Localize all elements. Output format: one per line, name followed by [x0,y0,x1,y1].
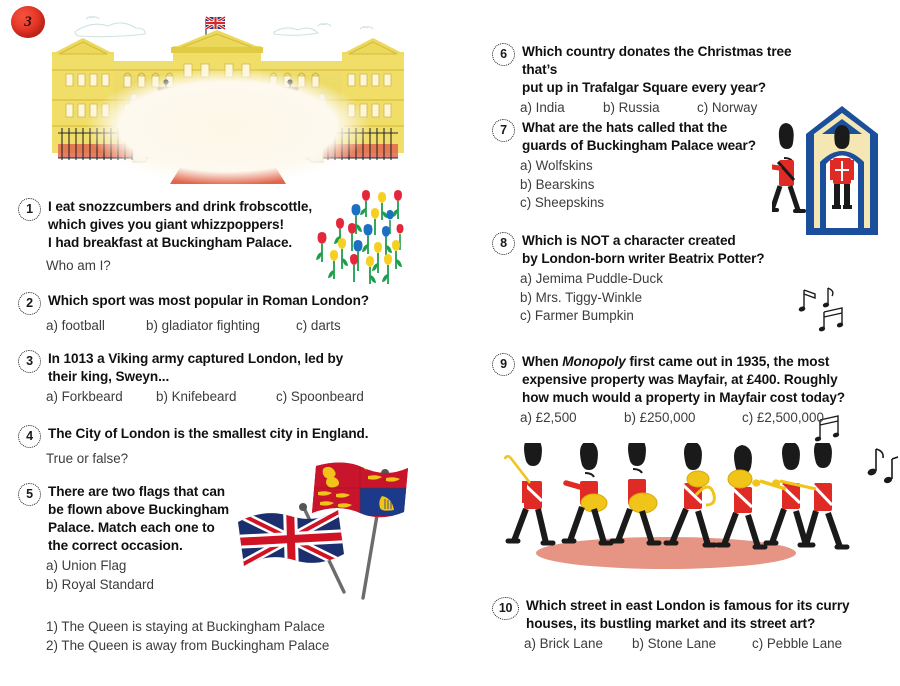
question-2-number: 2 [18,292,41,315]
left-column [18,0,438,686]
question-9-text: When Monopoly first came out in 1935, the most expensive property was Mayfair, at £400. Roughly how much would a property in Mayfair cost today? [522,354,845,405]
question-10-answers [524,635,862,654]
question-10-text: Which street in east London is famous for its curry houses, its bustling market and its street art? [526,598,850,631]
question-1-number: 1 [18,198,41,221]
question-7-text: What are the hats called that the guards of Buckingham Palace wear? [522,120,756,153]
answer-10c[interactable]: c) Pebble Lane [752,636,843,651]
answer-2b[interactable]: b) gladiator fighting [146,318,260,333]
answer-8c[interactable]: c) Farmer Bumpkin [520,308,634,323]
question-5-match-options [18,617,438,655]
question-3 [18,350,418,407]
question-6-header [492,43,822,97]
question-5-number: 5 [18,483,41,506]
answer-6b[interactable]: b) Russia [603,100,660,115]
page-number-label: 3 [24,13,32,30]
question-7-answers [520,157,782,213]
question-1-header [18,198,348,252]
question-8-text: Which is NOT a character created by London-born writer Beatrix Potter? [522,233,765,266]
answer-9c[interactable]: c) £2,500,000 [742,410,824,425]
question-6-text: Which country donates the Christmas tree that’s put up in Trafalgar Square every year? [522,44,792,95]
question-5-text: There are two flags that can be flown above Buckingham Palace. Match each one to the correct occasion. [48,484,230,553]
question-3-answers [46,388,418,407]
question-9-header [492,353,852,407]
answer-10b[interactable]: b) Stone Lane [632,636,717,651]
question-6 [492,43,822,118]
question-5-header [18,483,258,555]
answer-7c[interactable]: c) Sheepskins [520,195,605,210]
question-1-subprompt: Who am I? [46,258,111,273]
question-5-answers [46,557,258,594]
question-8 [492,232,792,326]
answer-3b[interactable]: b) Knifebeard [156,389,237,404]
answer-9a[interactable]: a) £2,500 [520,410,577,425]
match-option-2[interactable]: 2) The Queen is away from Buckingham Palace [46,638,330,653]
answer-6a[interactable]: a) India [520,100,565,115]
answer-5a[interactable]: a) Union Flag [46,558,127,573]
question-2-answers [46,317,418,336]
question-4-subprompt: True or false? [46,451,129,466]
answer-5b[interactable]: b) Royal Standard [46,576,154,592]
question-10 [492,597,862,654]
match-option-1[interactable]: 1) The Queen is staying at Buckingham Palace [46,619,325,634]
right-column [492,0,892,686]
question-9 [492,353,852,428]
question-10-header [492,597,862,633]
question-7-header [492,119,782,155]
answer-2a[interactable]: a) football [46,318,105,333]
question-7 [492,119,782,213]
question-4-header [18,425,438,448]
answer-7b[interactable]: b) Bearskins [520,176,595,192]
question-9-number: 9 [492,353,515,376]
answer-8b[interactable]: b) Mrs. Tiggy-Winkle [520,289,643,305]
question-3-number: 3 [18,350,41,373]
answer-3c[interactable]: c) Spoonbeard [276,389,364,404]
question-1 [18,198,348,276]
question-4-number: 4 [18,425,41,448]
question-9-answers [520,409,852,428]
question-7-number: 7 [492,119,515,142]
question-6-number: 6 [492,43,515,66]
question-2 [18,292,418,336]
question-10-number: 10 [492,597,519,620]
question-5 [18,483,258,594]
question-4 [18,425,438,469]
question-3-header [18,350,418,386]
answer-8a[interactable]: a) Jemima Puddle-Duck [520,271,663,286]
question-4-text: The City of London is the smallest city in England. [48,426,369,441]
answer-7a[interactable]: a) Wolfskins [520,158,593,173]
answer-3a[interactable]: a) Forkbeard [46,389,123,404]
question-8-number: 8 [492,232,515,255]
question-2-header [18,292,418,315]
answer-6c[interactable]: c) Norway [697,100,758,115]
question-8-answers [520,270,792,326]
question-6-answers [520,99,822,118]
answer-9b[interactable]: b) £250,000 [624,410,696,425]
answer-10a[interactable]: a) Brick Lane [524,636,603,651]
question-1-text: I eat snozzcumbers and drink frobscottle, which gives you giant whizzpoppers! I had breakfast at Buckingham Palace. [48,199,313,250]
question-3-text: In 1013 a Viking army captured London, led by their king, Sweyn... [48,351,344,384]
question-8-header [492,232,792,268]
answer-2c[interactable]: c) darts [296,318,341,333]
question-2-text: Which sport was most popular in Roman London? [48,293,369,308]
